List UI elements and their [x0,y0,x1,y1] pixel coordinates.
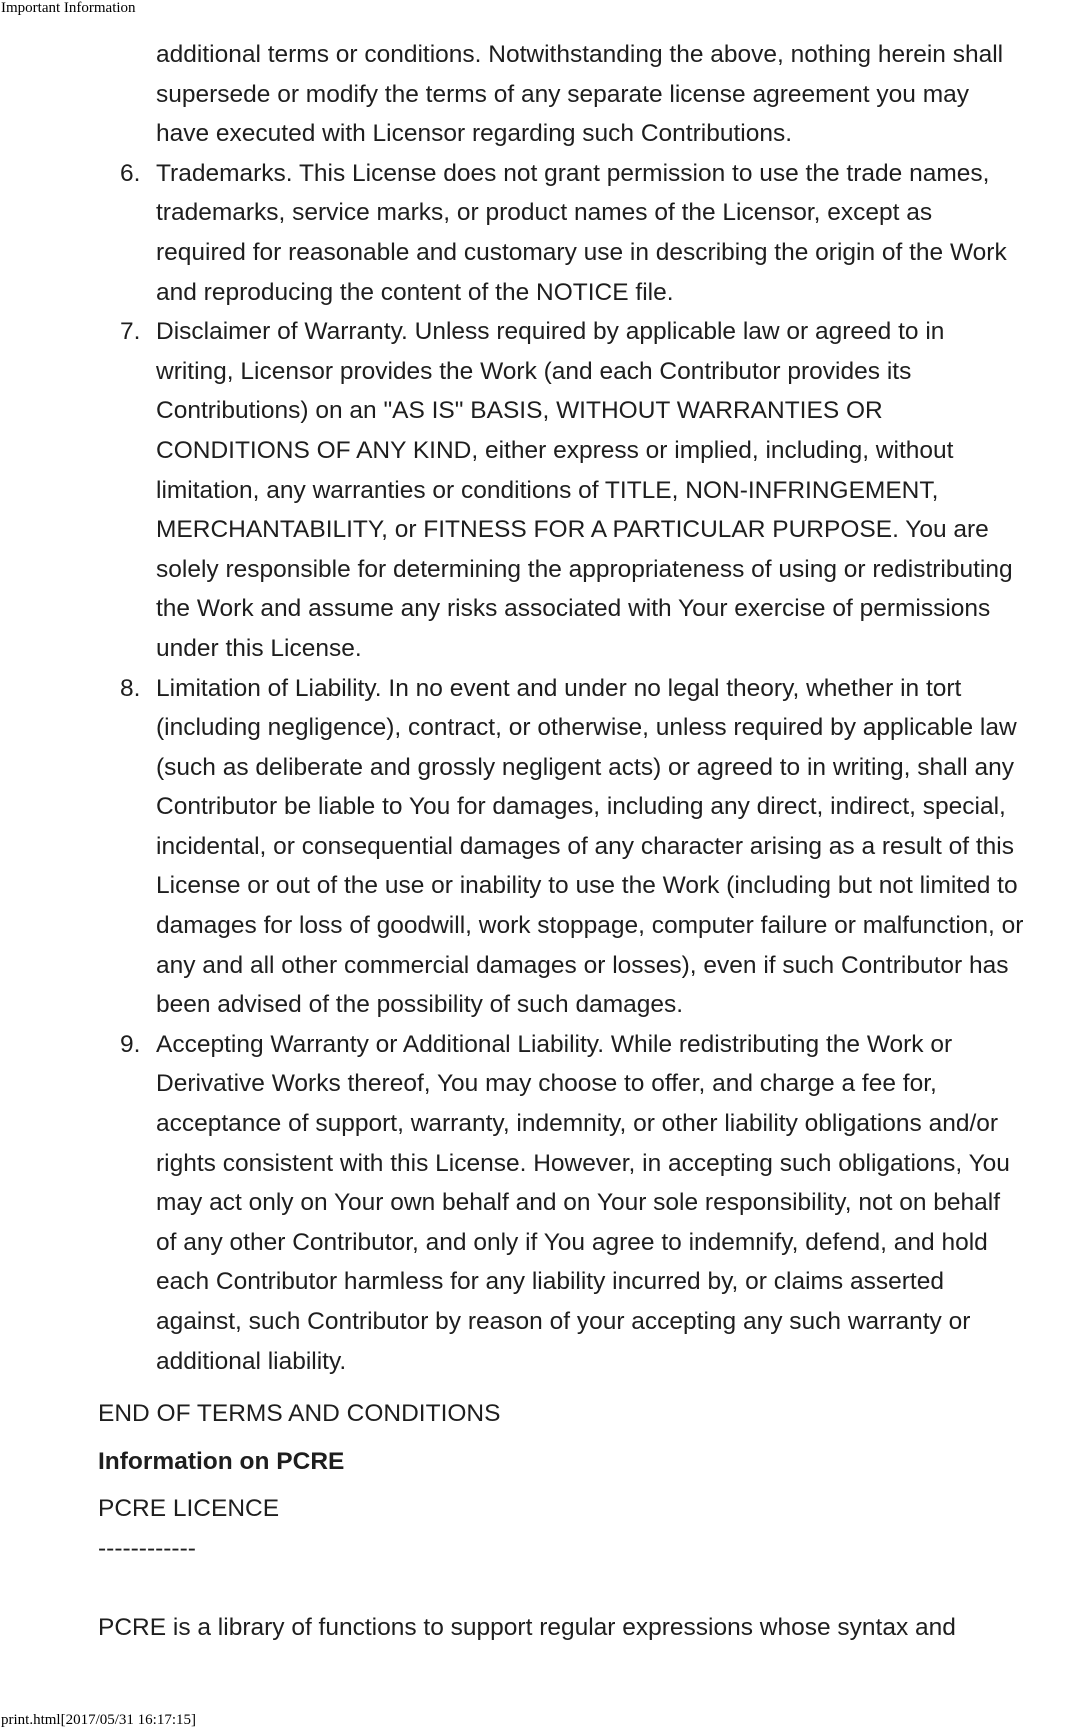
pcre-rule: ------------ [98,1534,196,1562]
list-number: 8. [120,674,141,702]
text-line: under this License. [156,634,362,662]
text-line: required for reasonable and customary use in describing the origin of the Work [156,238,1007,266]
text-line: supersede or modify the terms of any separate license agreement you may [156,80,969,108]
text-line: additional terms or conditions. Notwithstanding the above, nothing herein shall [156,41,1004,68]
text-line: additional liability. [156,1347,347,1375]
text-line: rights consistent with this License. However, in accepting such obligations, You [156,1149,1010,1177]
running-footer: print.html[2017/05/31 16:17:15] [1,1712,196,1728]
blank-line [98,1569,1084,1609]
text-line: Derivative Works thereof, You may choose to offer, and charge a fee for, [156,1070,937,1098]
text-line: writing, Licensor provides the Work (and each Contributor provides its [156,357,912,385]
text-line: damages for loss of goodwill, work stoppage, computer failure or malfunction, or [156,912,1024,940]
text-line: the Work and assume any risks associated with Your exercise of permissions [156,595,991,623]
list-number: 7. [120,318,141,346]
text-line: (including negligence), contract, or otherwise, unless required by applicable law [156,714,1017,742]
text-line: (such as deliberate and grossly negligent acts) or agreed to in writing, shall any [156,753,1014,781]
text-line: any and all other commercial damages or losses), even if such Contributor has [156,951,1009,979]
running-header: Important Information [1,0,136,16]
section-9-accepting-warranty [98,1025,1084,1381]
text-line: incidental, or consequential damages of any character arising as a result of this [156,832,1014,860]
text-line: of any other Contributor, and only if You agree to indemnify, defend, and hold [156,1228,988,1256]
text-line: each Contributor harmless for any liability incurred by, or claims asserted [156,1268,944,1296]
text-line: CONDITIONS OF ANY KIND, either express or implied, including, without [156,436,954,464]
pcre-heading: Information on PCRE [98,1447,345,1475]
text-line: Contributor be liable to You for damages, including any direct, indirect, special, [156,793,1006,821]
section-7-disclaimer-of-warranty [98,312,1084,668]
list-number: 9. [120,1030,141,1058]
list-number: 6. [120,159,141,187]
text-line: Trademarks. This License does not grant permission to use the trade names, [156,159,990,187]
text-line: have executed with Licensor regarding such Contributions. [156,120,793,148]
text-line: and reproducing the content of the NOTICE file. [156,278,674,306]
text-line: may act only on Your own behalf and on Your sole responsibility, not on behalf [156,1189,1001,1217]
section-8-limitation-of-liability [98,669,1084,1025]
document-body [98,35,1084,1648]
text-line: Disclaimer of Warranty. Unless required by applicable law or agreed to in [156,318,945,346]
text-line: Contributions) on an "AS IS" BASIS, WITHOUT WARRANTIES OR [156,397,883,425]
text-line: solely responsible for determining the appropriateness of using or redistributing [156,555,1013,583]
section-6-trademarks [98,154,1084,312]
text-line: MERCHANTABILITY, or FITNESS FOR A PARTICULAR PURPOSE. You are [156,516,989,544]
pcre-licence-title: PCRE LICENCE [98,1495,280,1523]
text-line: trademarks, service marks, or product names of the Licensor, except as [156,199,933,227]
end-of-terms: END OF TERMS AND CONDITIONS [98,1400,501,1428]
text-line: been advised of the possibility of such damages. [156,991,684,1019]
section-5-continuation [98,35,1084,154]
text-line: Accepting Warranty or Additional Liability. While redistributing the Work or [156,1030,953,1058]
text-line: Limitation of Liability. In no event and under no legal theory, whether in tort [156,674,962,702]
text-line: License or out of the use or inability to use the Work (including but not limited to [156,872,1018,900]
pcre-intro: PCRE is a library of functions to support regular expressions whose syntax and [98,1614,956,1642]
text-line: against, such Contributor by reason of your accepting any such warranty or [156,1308,971,1335]
text-line: limitation, any warranties or conditions of TITLE, NON-INFRINGEMENT, [156,476,939,504]
text-line: acceptance of support, warranty, indemnity, or other liability obligations and/or [156,1110,999,1138]
